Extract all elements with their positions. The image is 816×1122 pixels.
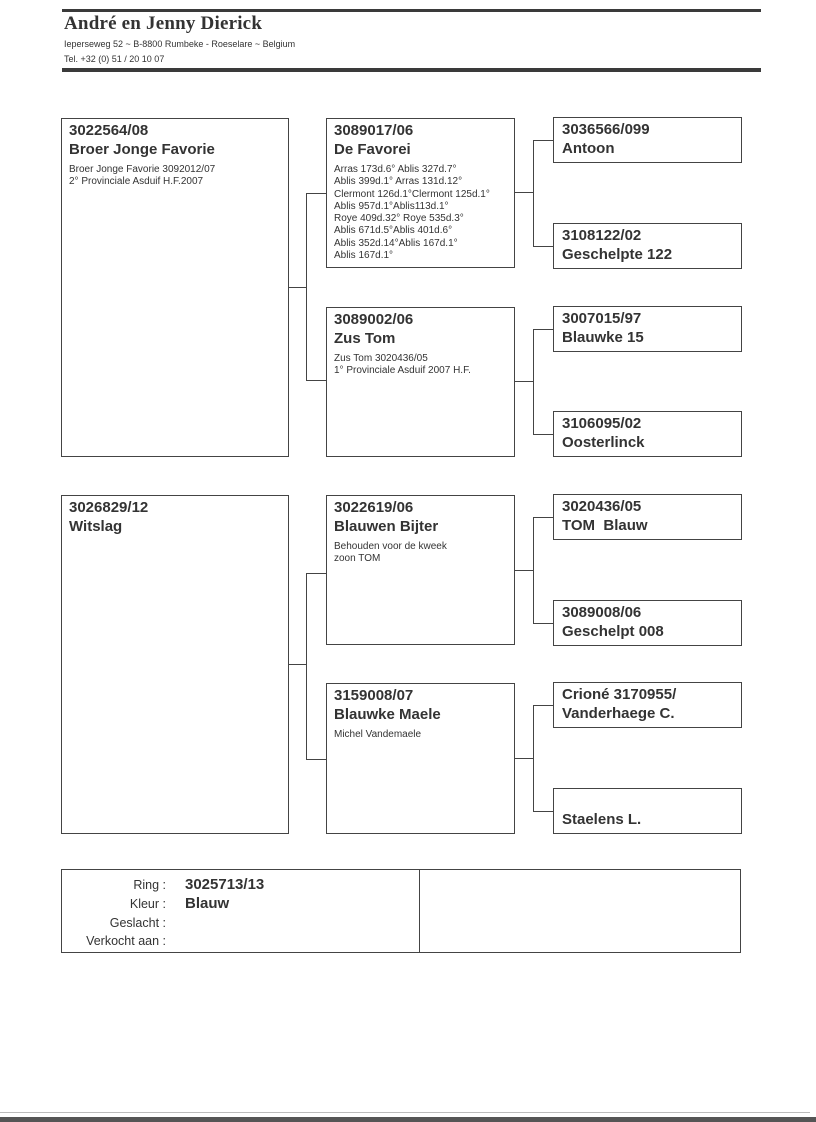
scan-edge — [0, 1117, 816, 1122]
connector-mother-h — [289, 664, 307, 665]
connector-fs-sire — [533, 140, 553, 141]
mother-dam-notes: Michel Vandemaele — [334, 729, 422, 740]
ring-value: 3025713/13 — [185, 876, 265, 893]
fd-sire-ring: 3007015/97 — [562, 310, 642, 327]
breeder-phone: Tel. +32 (0) 51 / 20 10 07 — [64, 54, 165, 64]
color-value: Blauw — [185, 895, 230, 912]
ring-label: Ring : — [133, 878, 166, 892]
md-sire-box — [553, 682, 742, 728]
father-sire-notes: Arras 173d.6° Ablis 327d.7° Ablis 399d.1° Arras 131d.12° Clermont 126d.1°Clermont 125d.1° Ablis 957d.1°Ablis113d.1° Roye 409d.32° Roye 535d.3° Ablis 671d.5°Ablis 401d.6° Ablis 352d.14°Ablis 167d.1° Ablis 167d.1° — [334, 164, 490, 262]
md-sire-name: Vanderhaege C. — [562, 705, 675, 722]
father-name: Broer Jonge Favorie — [69, 141, 215, 158]
mf-sire-ring: 3020436/05 — [562, 498, 642, 515]
breeder-name: André en Jenny Dierick — [64, 13, 263, 34]
md-dam-ring — [562, 792, 733, 810]
father-ring: 3022564/08 — [69, 122, 149, 139]
ff-dam-ring: 3108122/02 — [562, 227, 642, 244]
mf-dam-box — [553, 600, 742, 646]
ff-dam-name: Geschelpte 122 — [562, 246, 673, 263]
mother-dam-name: Blauwke Maele — [334, 706, 441, 723]
father-dam-ring: 3089002/06 — [334, 311, 414, 328]
header-bottom-rule — [62, 68, 761, 72]
bird-info-box — [61, 869, 741, 953]
connector-mother-dam — [306, 759, 326, 760]
mf-dam-ring: 3089008/06 — [562, 604, 642, 621]
connector-fd-dam — [533, 434, 553, 435]
mother-sire-ring: 3022619/06 — [334, 499, 414, 516]
scan-artifact-line — [0, 1112, 810, 1113]
father-sire-ring: 3089017/06 — [334, 122, 414, 139]
sold-to-label: Verkocht aan : — [86, 934, 166, 948]
father-dam-name: Zus Tom — [334, 330, 396, 347]
md-dam-name: Staelens L. — [562, 811, 642, 828]
father-dam-box — [326, 307, 515, 457]
connector-ms-sire — [533, 517, 553, 518]
breeder-address: Ieperseweg 52 ~ B-8800 Rumbeke - Roeselare ~ Belgium — [64, 39, 296, 49]
connector-fd-v — [533, 329, 534, 434]
connector-ms-h — [515, 570, 534, 571]
sex-label: Geslacht : — [109, 916, 166, 930]
mother-box — [61, 495, 289, 834]
connector-fs-v — [533, 140, 534, 246]
mother-dam-box — [326, 683, 515, 834]
father-notes: Broer Jonge Favorie 3092012/07 2° Provinciale Asduif H.F.2007 — [69, 164, 216, 188]
connector-father-dam — [306, 380, 326, 381]
ff-sire-box — [553, 117, 742, 163]
connector-fd-h — [515, 381, 534, 382]
header-top-rule — [62, 9, 761, 12]
father-dam-notes: Zus Tom 3020436/05 1° Provinciale Asduif 2007 H.F. — [334, 353, 471, 377]
fd-dam-name: Oosterlinck — [562, 434, 645, 451]
color-label: Kleur : — [129, 897, 166, 911]
connector-fs-dam — [533, 246, 553, 247]
mf-dam-name: Geschelpt 008 — [562, 623, 664, 640]
md-dam-box — [553, 788, 742, 834]
mother-sire-notes: Behouden voor de kweek zoon TOM — [334, 541, 447, 565]
ff-sire-name: Antoon — [562, 140, 615, 157]
connector-ms-dam — [533, 623, 553, 624]
connector-father-v — [306, 193, 307, 380]
father-sire-name: De Favorei — [334, 141, 411, 158]
connector-md-v — [533, 705, 534, 811]
connector-fd-sire — [533, 329, 553, 330]
connector-mother-sire — [306, 573, 326, 574]
mother-dam-ring: 3159008/07 — [334, 687, 414, 704]
mother-ring: 3026829/12 — [69, 499, 149, 516]
mf-sire-name: TOM Blauw — [562, 517, 648, 534]
ff-dam-box — [553, 223, 742, 269]
connector-md-h — [515, 758, 534, 759]
md-sire-ring: Crioné 3170955/ — [562, 686, 677, 703]
father-sire-box — [326, 118, 515, 268]
fd-dam-box — [553, 411, 742, 457]
fd-sire-box — [553, 306, 742, 352]
mother-sire-name: Blauwen Bijter — [334, 518, 439, 535]
father-box — [61, 118, 289, 457]
fd-sire-name: Blauwke 15 — [562, 329, 644, 346]
mf-sire-box — [553, 494, 742, 540]
connector-mother-v — [306, 573, 307, 759]
info-divider — [419, 870, 420, 952]
mother-sire-box — [326, 495, 515, 645]
connector-father-h — [289, 287, 307, 288]
connector-fs-h — [515, 192, 534, 193]
ff-sire-ring: 3036566/099 — [562, 121, 650, 138]
fd-dam-ring: 3106095/02 — [562, 415, 642, 432]
connector-md-sire — [533, 705, 553, 706]
mother-name: Witslag — [69, 518, 123, 535]
connector-ms-v — [533, 517, 534, 623]
connector-md-dam — [533, 811, 553, 812]
connector-father-sire — [306, 193, 326, 194]
